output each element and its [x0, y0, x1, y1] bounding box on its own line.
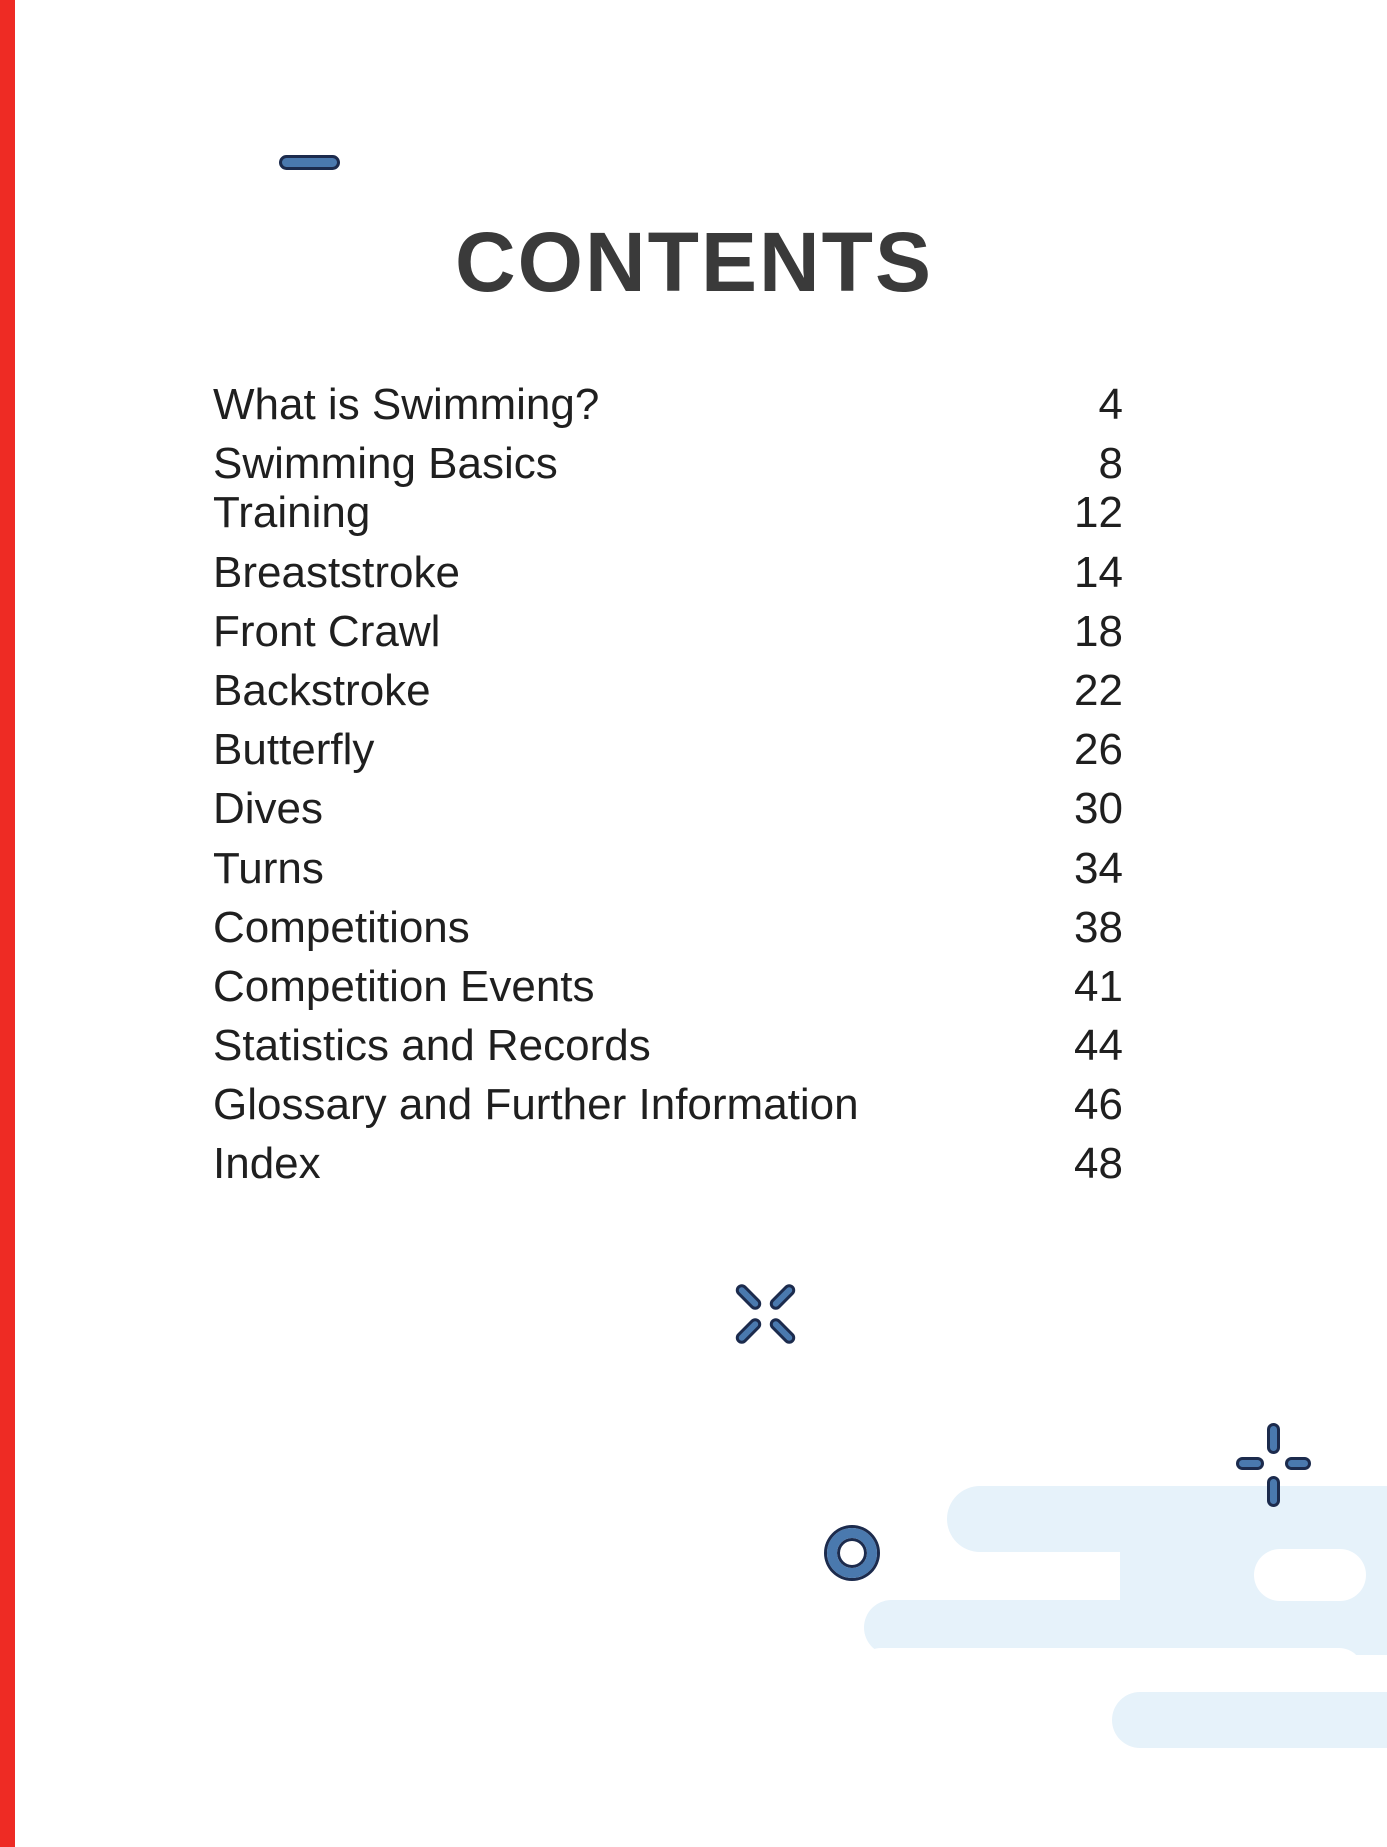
- toc-entry-label: Competition Events: [213, 961, 595, 1011]
- toc-row: [213, 661, 1123, 720]
- toc-entry-label: Competitions: [213, 902, 470, 952]
- toc-entry-page-number: 4: [1098, 380, 1123, 429]
- toc-row: [213, 720, 1123, 779]
- cloud-white-notch: [1254, 1549, 1366, 1601]
- toc-entry-page-number: 48: [1074, 1139, 1123, 1189]
- toc-row: [213, 1134, 1123, 1193]
- toc-entry-page-number: 44: [1074, 1021, 1123, 1071]
- crosshair-stroke: [1285, 1457, 1311, 1470]
- toc-entry-label: Dives: [213, 784, 324, 834]
- toc-row: [213, 898, 1123, 957]
- crosshair-stroke: [1267, 1476, 1280, 1507]
- toc-row: [213, 1016, 1123, 1075]
- table-of-contents: [213, 375, 1123, 1194]
- toc-entry-page-number: 34: [1074, 843, 1123, 893]
- toc-entry-label: Swimming Basics: [213, 439, 558, 489]
- toc-entry-label: Training: [213, 488, 371, 538]
- toc-entry-label: Index: [213, 1139, 321, 1189]
- toc-entry-page-number: 8: [1098, 439, 1123, 489]
- toc-entry-page-number: 26: [1074, 725, 1123, 775]
- toc-entry-label: Breaststroke: [213, 547, 460, 597]
- cross-x-stroke: [733, 1282, 763, 1312]
- cloud-band-bottom: [1112, 1692, 1387, 1748]
- toc-row: [213, 375, 1123, 434]
- crosshair-stroke: [1267, 1423, 1280, 1454]
- toc-entry-label: Front Crawl: [213, 606, 441, 656]
- toc-entry-page-number: 30: [1074, 784, 1123, 834]
- toc-entry-page-number: 41: [1074, 961, 1123, 1011]
- cloud-white-notch: [856, 1648, 1364, 1698]
- toc-row: [213, 483, 1123, 542]
- toc-row: [213, 779, 1123, 838]
- toc-row: [213, 839, 1123, 898]
- toc-entry-page-number: 18: [1074, 606, 1123, 656]
- page-edge-red-strip: [0, 0, 15, 1847]
- toc-row: [213, 543, 1123, 602]
- toc-entry-label: Backstroke: [213, 665, 431, 715]
- toc-entry-page-number: 46: [1074, 1080, 1123, 1130]
- toc-entry-page-number: 38: [1074, 902, 1123, 952]
- toc-entry-page-number: 14: [1074, 547, 1123, 597]
- toc-row: [213, 1075, 1123, 1134]
- toc-entry-page-number: 12: [1074, 488, 1123, 538]
- toc-entry-label: Statistics and Records: [213, 1021, 651, 1071]
- toc-row: [213, 602, 1123, 661]
- crosshair-stroke: [1236, 1457, 1264, 1470]
- page-title: CONTENTS: [455, 215, 933, 309]
- toc-entry-label: What is Swimming?: [213, 380, 600, 429]
- toc-entry-page-number: 22: [1074, 665, 1123, 715]
- cross-x-stroke: [733, 1316, 763, 1346]
- toc-row: [213, 957, 1123, 1016]
- toc-entry-label: Glossary and Further Information: [213, 1080, 859, 1130]
- toc-entry-label: Turns: [213, 843, 324, 893]
- toc-entry-label: Butterfly: [213, 725, 375, 775]
- dash-icon: [279, 155, 340, 170]
- cloud-band-middle: [864, 1600, 1387, 1655]
- cross-x-stroke: [767, 1316, 797, 1346]
- cross-x-stroke: [767, 1282, 797, 1312]
- ring-icon: [827, 1528, 877, 1578]
